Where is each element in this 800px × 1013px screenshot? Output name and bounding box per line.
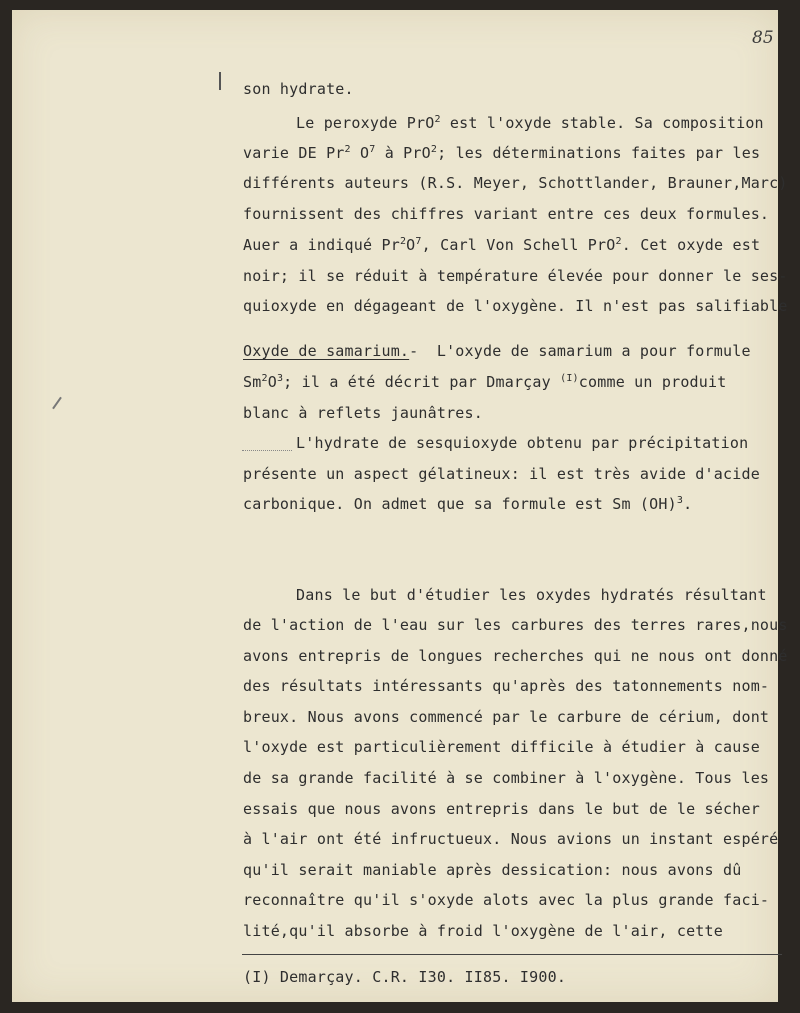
text-line (296, 114, 764, 132)
text-fragment: ; les déterminations faites par les (437, 144, 761, 162)
page-number: 85 (752, 28, 774, 48)
text-fragment: O (350, 144, 370, 162)
text-fragment: Le peroxyde PrO (296, 114, 435, 132)
text-line: de l'action de l'eau sur les carbures des terres rares,nous (243, 616, 788, 634)
superscript: 2 (261, 373, 268, 384)
text-line: L'hydrate de sesquioxyde obtenu par précipitation (296, 434, 749, 452)
text-line: essais que nous avons entrepris dans le but de le sécher (243, 800, 760, 818)
text-line: lité,qu'il absorbe à froid l'oxygène de l'air, cette (243, 922, 723, 940)
text-fragment: carbonique. On admet que sa formule est Sm (OH) (243, 495, 677, 513)
superscript: 2 (430, 144, 438, 155)
text-line: à l'air ont été infructueux. Nous avions un instant espéré (243, 830, 779, 848)
text-fragment: . Cet oxyde est (621, 236, 761, 254)
text-line: des résultats intéressants qu'après des tatonnements nom- (243, 677, 770, 695)
text-line: fournissent des chiffres variant entre ces deux formules. (243, 205, 770, 223)
text-line: breux. Nous avons commencé par le carbure de cérium, dont (243, 708, 770, 726)
superscript: 3 (676, 495, 684, 506)
superscript: 2 (399, 236, 407, 247)
superscript: 2 (434, 114, 441, 125)
text-line: noir; il se réduit à température élevée pour donner le ses- (243, 267, 788, 285)
text-line: avons entrepris de longues recherches qui ne nous ont donné (243, 647, 788, 665)
text-line: Dans le but d'étudier les oxydes hydratés résultant (296, 586, 767, 604)
text-line: présente un aspect gélatineux: il est très avide d'acide (243, 465, 760, 483)
underlined-heading: Oxyde de samarium. (243, 342, 410, 360)
typewritten-page (12, 10, 788, 1002)
text-line (243, 495, 692, 513)
superscript: 7 (369, 144, 376, 155)
text-fragment: O (406, 236, 416, 254)
dotted-leader (242, 450, 292, 451)
footnote: (I) Demarçay. C.R. I30. II85. I900. (243, 968, 567, 986)
superscript: 2 (615, 236, 622, 247)
text-fragment: est l'oxyde stable. Sa composition (440, 114, 764, 132)
text-line (243, 342, 751, 360)
text-line (243, 373, 726, 391)
superscript: 3 (276, 373, 284, 384)
superscript: 7 (415, 236, 422, 247)
text-fragment: ; il a été décrit par Dmarçay (283, 373, 561, 391)
text-fragment: - L'oxyde de samarium a pour formule (409, 342, 751, 360)
text-fragment: Auer a indiqué Pr (243, 236, 400, 254)
superscript: (I) (560, 373, 579, 384)
text-line (243, 236, 760, 254)
text-line: de sa grande facilité à se combiner à l'oxygène. Tous les (243, 769, 770, 787)
text-line: l'oxyde est particulièrement difficile à étudier à cause (243, 738, 760, 756)
text-line: blanc à reflets jaunâtres. (243, 404, 483, 422)
text-line: différents auteurs (R.S. Meyer, Schottlander, Brauner,Marc) (243, 174, 788, 192)
text-line: quioxyde en dégageant de l'oxygène. Il n'est pas salifiable (243, 297, 788, 315)
text-fragment: comme un produit (578, 373, 727, 391)
text-line: qu'il serait maniable après dessication: nous avons dû (243, 861, 742, 879)
text-fragment: , Carl Von Schell PrO (421, 236, 616, 254)
text-fragment: O (267, 373, 277, 391)
footnote-rule (242, 954, 782, 955)
text-line: reconnaître qu'il s'oxyde alots avec la plus grande faci- (243, 891, 770, 909)
text-line (243, 144, 760, 162)
superscript: 2 (344, 144, 351, 155)
text-fragment: à PrO (375, 144, 431, 162)
margin-tick (52, 397, 62, 410)
text-fragment: varie DE Pr (243, 144, 345, 162)
text-fragment: . (683, 495, 693, 513)
text-line: son hydrate. (243, 80, 354, 98)
text-fragment: Sm (243, 373, 262, 391)
margin-mark (219, 72, 221, 90)
